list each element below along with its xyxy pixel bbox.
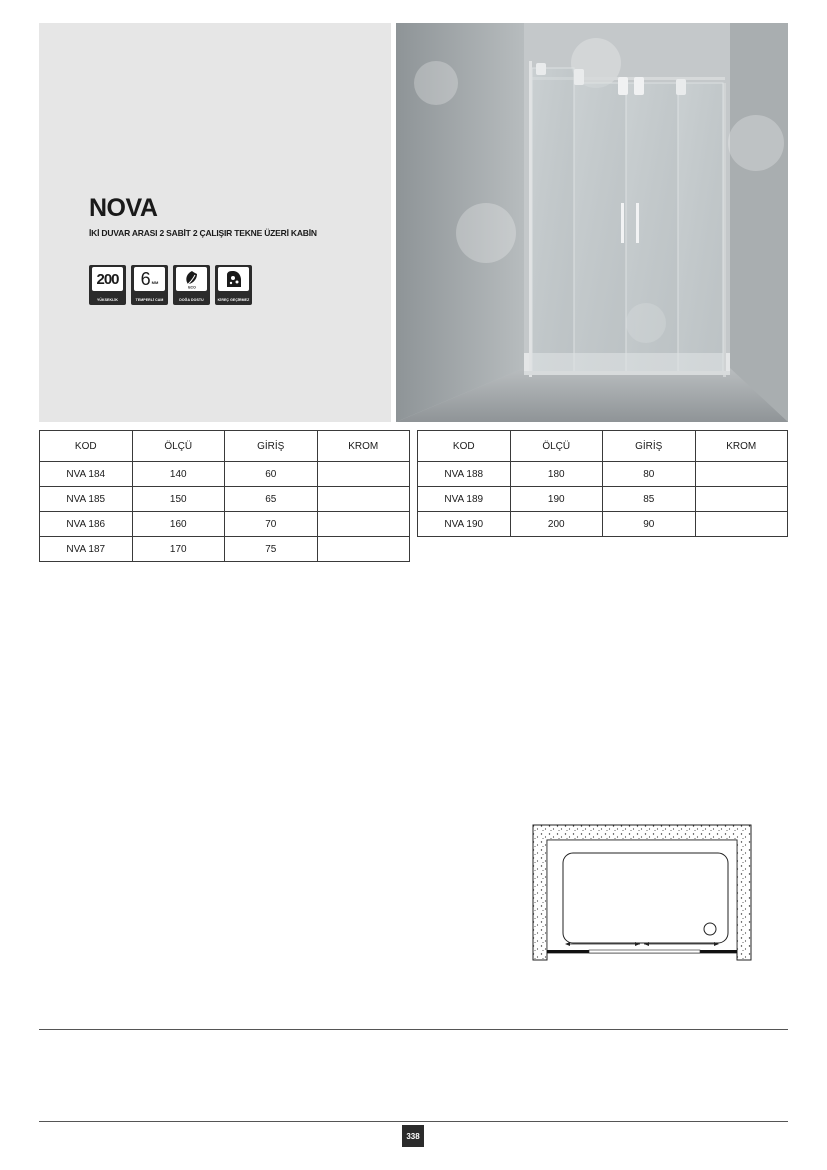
cell-giris: 75 <box>225 537 318 562</box>
cell-kod: NVA 185 <box>40 487 133 512</box>
glass-thickness-badge <box>131 265 168 305</box>
cell-krom <box>695 512 788 537</box>
table-row <box>40 487 410 512</box>
cell-olcu: 190 <box>510 487 603 512</box>
glass-thickness-value: 6 <box>140 268 151 289</box>
cell-kod: NVA 187 <box>40 537 133 562</box>
height-badge-value: 200 <box>92 267 123 291</box>
feature-badges <box>89 265 252 305</box>
cell-olcu: 180 <box>510 462 603 487</box>
footer-divider-top <box>39 1029 788 1030</box>
svg-text:ECO: ECO <box>187 285 196 289</box>
table-row <box>418 462 788 487</box>
eco-badge-caption: DOĞA DOSTU <box>179 298 204 302</box>
cell-krom <box>695 487 788 512</box>
column-header-kod: KOD <box>418 431 511 462</box>
page-number: 338 <box>402 1125 424 1147</box>
column-header-krom: KROM <box>317 431 410 462</box>
table-row <box>40 462 410 487</box>
footer-divider-bottom <box>39 1121 788 1122</box>
eco-badge <box>173 265 210 305</box>
table-row <box>40 537 410 562</box>
cell-olcu: 140 <box>132 462 225 487</box>
height-badge <box>89 265 126 305</box>
table-header-row <box>40 431 410 462</box>
cell-giris: 90 <box>603 512 696 537</box>
product-title: NOVA <box>89 194 158 222</box>
cell-kod: NVA 186 <box>40 512 133 537</box>
product-subtitle: İKİ DUVAR ARASI 2 SABİT 2 ÇALIŞIR TEKNE ÜZERİ KABİN <box>89 228 317 238</box>
table-row <box>40 512 410 537</box>
cell-olcu: 150 <box>132 487 225 512</box>
table-row <box>418 487 788 512</box>
glass-thickness-caption: TEMPERLİ CAM <box>135 298 164 302</box>
table-header-row <box>418 431 788 462</box>
size-table-left <box>39 430 410 562</box>
cell-kod: NVA 184 <box>40 462 133 487</box>
lime-proof-badge <box>215 265 252 305</box>
cell-olcu: 170 <box>132 537 225 562</box>
cell-kod: NVA 188 <box>418 462 511 487</box>
floor-plan-diagram <box>532 824 752 964</box>
water-drop-icon <box>218 267 249 291</box>
column-header-krom: KROM <box>695 431 788 462</box>
cell-krom <box>317 462 410 487</box>
cell-giris: 80 <box>603 462 696 487</box>
cell-giris: 65 <box>225 487 318 512</box>
cell-giris: 85 <box>603 487 696 512</box>
cell-krom <box>317 537 410 562</box>
cell-krom <box>695 462 788 487</box>
column-header-giris: GİRİŞ <box>603 431 696 462</box>
column-header-giris: GİRİŞ <box>225 431 318 462</box>
glass-thickness-value-wrap <box>134 267 165 291</box>
size-table-right <box>417 430 788 537</box>
cell-giris: 70 <box>225 512 318 537</box>
cell-krom <box>317 487 410 512</box>
product-photo <box>396 23 788 422</box>
leaf-icon <box>176 267 207 291</box>
glass-thickness-unit: MM <box>151 279 159 285</box>
cell-kod: NVA 189 <box>418 487 511 512</box>
cell-olcu: 200 <box>510 512 603 537</box>
height-badge-caption: YÜKSEKLİK <box>96 298 119 302</box>
cell-kod: NVA 190 <box>418 512 511 537</box>
cell-olcu: 160 <box>132 512 225 537</box>
cell-giris: 60 <box>225 462 318 487</box>
table-row <box>418 512 788 537</box>
lime-proof-caption: KİREÇ GEÇİRMEZ <box>217 298 250 302</box>
column-header-kod: KOD <box>40 431 133 462</box>
column-header-olcu: ÖLÇÜ <box>510 431 603 462</box>
column-header-olcu: ÖLÇÜ <box>132 431 225 462</box>
cell-krom <box>317 512 410 537</box>
